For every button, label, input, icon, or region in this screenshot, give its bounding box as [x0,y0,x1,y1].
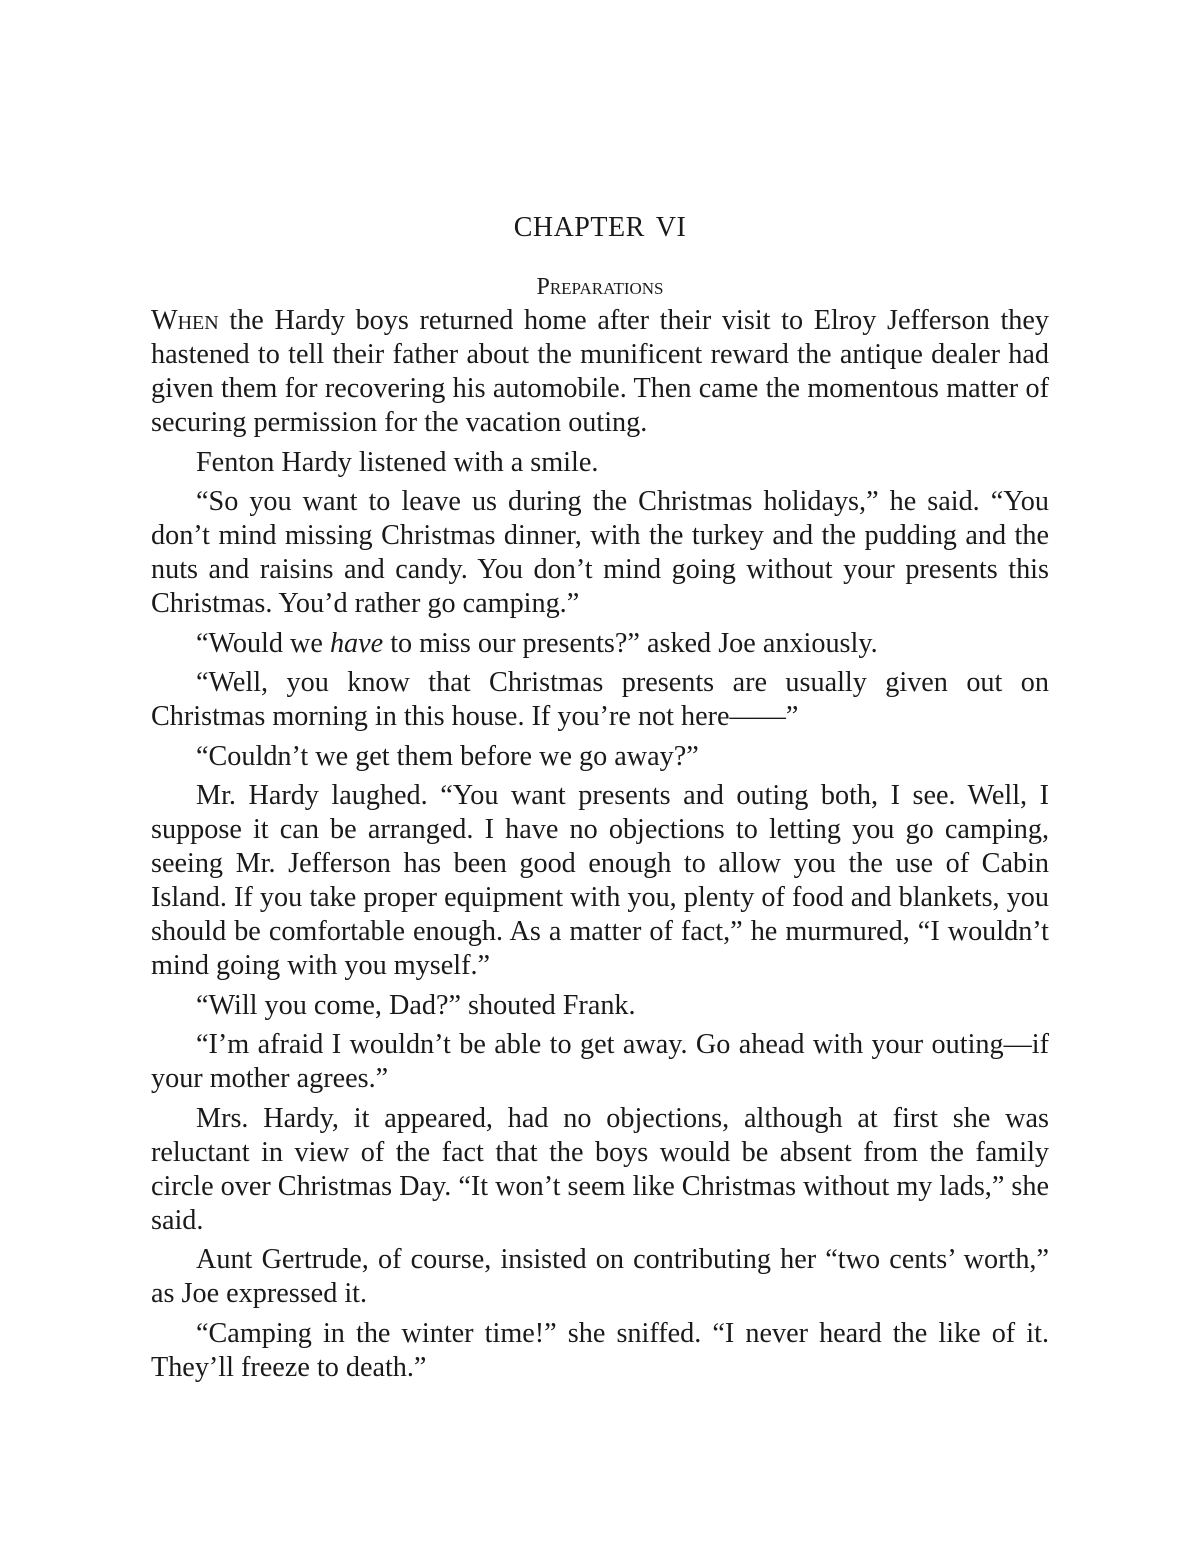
paragraph-text: the Hardy boys returned home after their visit to Elroy Jefferson they hastened to tell their father about the munificent reward the antique dealer had given them for recovering his automobile. Then came the momentous matter of securing permission for the vacation outing. [151,305,1049,438]
paragraph-8: “Will you come, Dad?” shouted Frank. [196,989,636,1021]
paragraph-7: Mr. Hardy laughed. “You want presents and outing both, I see. Well, I suppose it can be arranged. I have no objections to letting you go camping, seeing Mr. Jefferson has been good enough to allow you the use of Cabin Island. If you take proper equipment with you, plenty of food and blankets, you should be comfortable enough. As a matter of fact,” he murmured, “I wouldn’t mind going with you myself.” [151,780,1049,981]
paragraph-10: Mrs. Hardy, it appeared, had no objections, although at first she was reluctant in view of the fact that the boys would be absent from the family circle over Christmas Day. “It won’t seem like Christmas without my lads,” she said. [151,1102,1049,1236]
paragraph-3: “So you want to leave us during the Christmas holidays,” he said. “You don’t mind missing Christmas dinner, with the turkey and the pudding and the nuts and raisins and candy. You don’t mind going without your presents this Christmas. You’d rather go camping.” [151,486,1049,619]
paragraph-9: “I’m afraid I wouldn’t be able to get away. Go ahead with your outing—if your mother agrees.” [151,1029,1049,1094]
paragraph-4 [151,627,1049,661]
paragraph-text-before: “Would we [196,627,330,659]
paragraph-lead-word: When [151,305,219,336]
paragraph-11: Aunt Gertrude, of course, insisted on contributing her “two cents’ worth,” as Joe expressed it. [151,1244,1049,1309]
paragraph-6: “Couldn’t we get them before we go away?” [196,740,699,772]
paragraph-5: “Well, you know that Christmas presents are usually given out on Christmas morning in this house. If you’re not here——” [151,667,1049,732]
chapter-title: CHAPTER VI [513,212,687,243]
paragraph-emphasis: have [329,627,384,659]
paragraph-12: “Camping in the winter time!” she sniffed. “I never heard the like of it. They’ll freeze to death.” [151,1317,1049,1383]
paragraph-2: Fenton Hardy listened with a smile. [196,446,599,478]
chapter-subtitle: Preparations [536,274,664,300]
paragraph-1 [151,304,1049,440]
paragraph-text-after: to miss our presents?” asked Joe anxiously. [383,627,878,659]
book-page [151,208,1049,1390]
